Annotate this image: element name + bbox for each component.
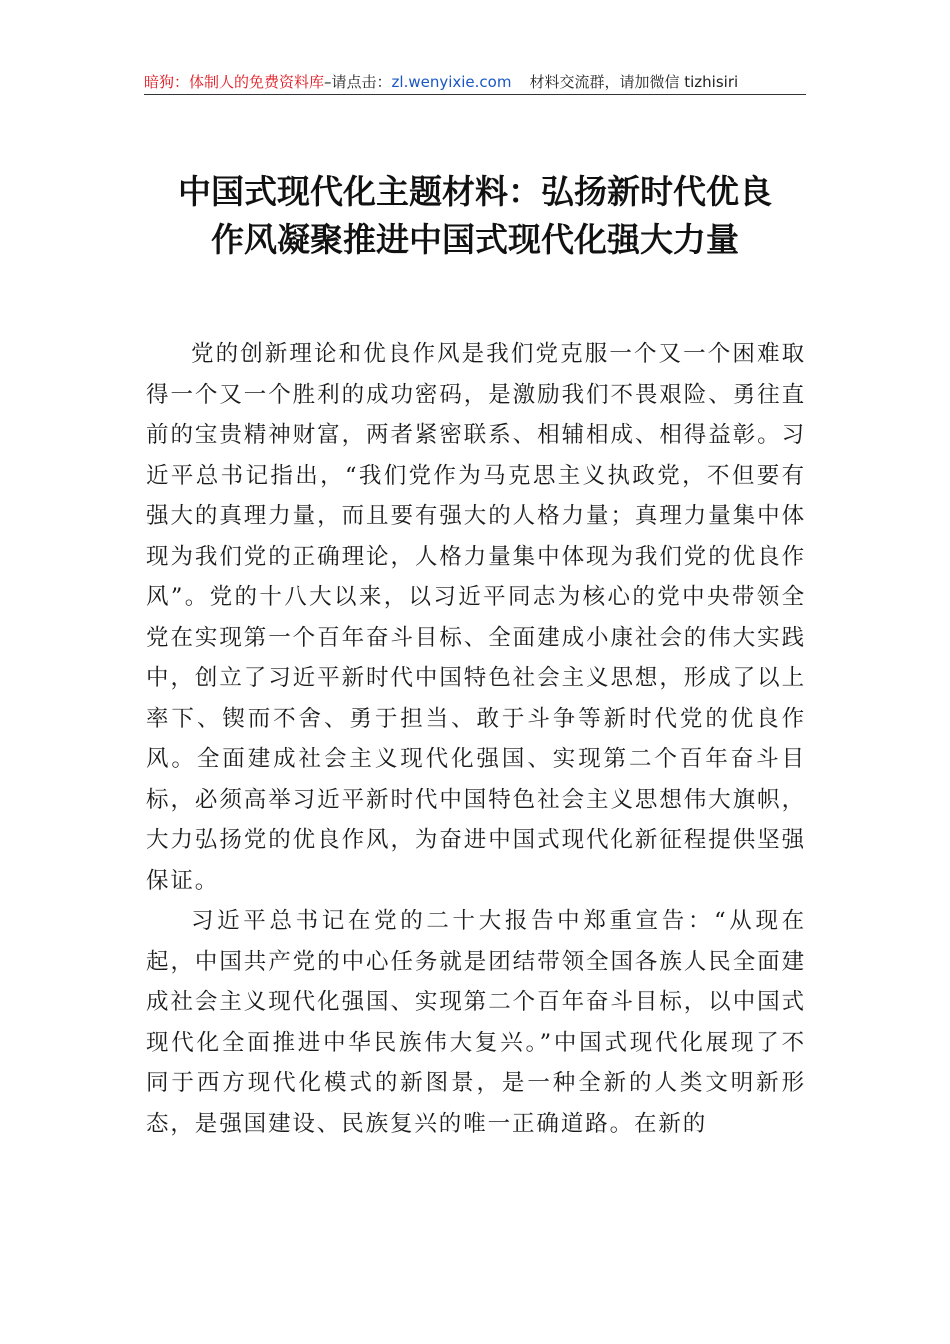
title-line-1: 中国式现代化主题材料：弘扬新时代优良 (178, 172, 772, 211)
header-site-name: 暗狗：体制人的免费资料库 (144, 73, 325, 91)
header-contact: 材料交流群，请加微信 tizhisiri (529, 73, 739, 91)
paragraph-1: 党的创新理论和优良作风是我们党克服一个又一个困难取得一个又一个胜利的成功密码，是激励我们不畏艰险、勇往直前的宝贵精神财富，两者紧密联系、相辅相成、相得益彰。习近平总书记指出，“我们党作为马克思主义执政党，不但要有强大的真理力量，而且要有强大的人格力量；真理力量集中体现为我们党的正确理论，人格力量集中体现为我们党的优良作风”。党的十八大以来，以习近平同志为核心的党中央带领全党在实现第一个百年奋斗目标、全面建成小康社会的伟大实践中，创立了习近平新时代中国特色社会主义思想，形成了以上率下、锲而不舍、勇于担当、敢于斗争等新时代党的优良作风。全面建成社会主义现代化强国、实现第二个百年奋斗目标，必须高举习近平新时代中国特色社会主义思想伟大旗帜，大力弘扬党的优良作风，为奋进中国式现代化新征程提供坚强保证。 (146, 341, 806, 894)
document-body (146, 334, 806, 1144)
page-header (144, 70, 806, 95)
title-line-2: 作风凝聚推进中国式现代化强大力量 (211, 220, 739, 259)
header-link-url[interactable]: zl.wenyixie.com (391, 73, 512, 91)
paragraph-2: 习近平总书记在党的二十大报告中郑重宣告：“从现在起，中国共产党的中心任务就是团结带领全国各族人民全面建成社会主义现代化强国、实现第二个百年奋斗目标，以中国式现代化全面推进中华民族伟大复兴。”中国式现代化展现了不同于西方现代化模式的新图景，是一种全新的人类文明新形态，是强国建设、民族复兴的唯一正确道路。在新的 (146, 908, 806, 1137)
document-title (144, 168, 806, 264)
header-link-prompt: –请点击： (324, 73, 392, 91)
